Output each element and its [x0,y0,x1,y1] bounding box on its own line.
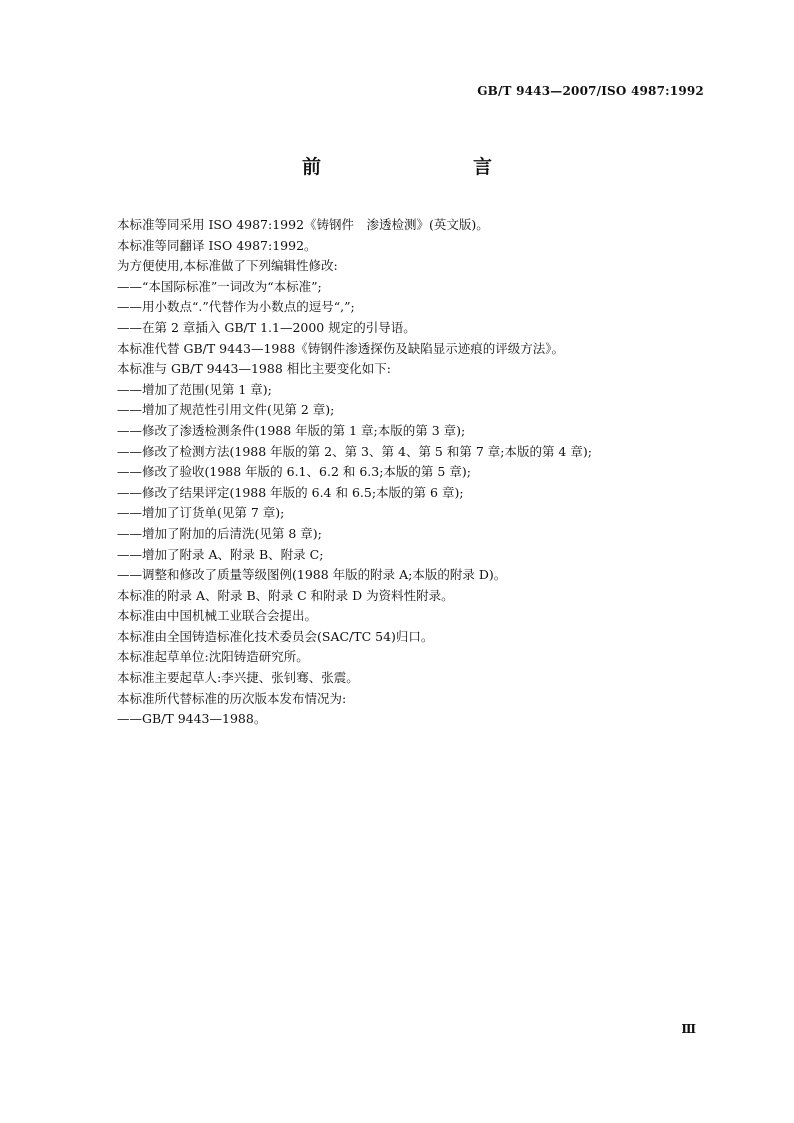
text-line: 本标准主要起草人:李兴捷、张钊骞、张震。 [117,670,359,686]
list-item: ——增加了附录 A、附录 B、附录 C; [117,546,324,562]
standard-code-header: GB/T 9443—2007/ISO 4987:1992 [477,84,704,98]
text-line: 本标准与 GB/T 9443—1988 相比主要变化如下: [117,361,391,377]
list-item: ——调整和修改了质量等级图例(1988 年版的附录 A;本版的附录 D)。 [117,567,507,583]
text-line: 本标准等同翻译 ISO 4987:1992。 [117,237,317,253]
list-item: ——修改了结果评定(1988 年版的 6.4 和 6.5;本版的第 6 章); [117,484,464,500]
list-item: ——增加了范围(见第 1 章); [117,381,272,397]
list-item: ——修改了渗透检测条件(1988 年版的第 1 章;本版的第 3 章); [117,422,466,438]
text-line: 本标准由中国机械工业联合会提出。 [117,608,318,624]
list-item: ——增加了规范性引用文件(见第 2 章); [117,402,335,418]
list-item: ——“本国际标准”一词改为“本标准”; [117,278,322,294]
list-item: ——增加了附加的后清洗(见第 8 章); [117,525,322,541]
list-item: ——修改了检测方法(1988 年版的第 2、第 3、第 4、第 5 和第 7 章;本版的第 4 章); [117,443,592,459]
text-line: 为方便使用,本标准做了下列编辑性修改: [117,258,338,274]
list-item: ——GB/T 9443—1988。 [117,711,267,727]
list-item: ——增加了订货单(见第 7 章); [117,505,285,521]
list-item: ——用小数点“.”代替作为小数点的逗号“,”; [117,299,355,315]
list-item: ——修改了验收(1988 年版的 6.1、6.2 和 6.3;本版的第 5 章); [117,464,471,480]
text-line: 本标准的附录 A、附录 B、附录 C 和附录 D 为资料性附录。 [117,587,454,603]
page-number: Ⅲ [681,1022,696,1036]
text-line: 本标准代替 GB/T 9443—1988《铸钢件渗透探伤及缺陷显示迹痕的评级方法》。 [117,340,565,356]
page-title: 前 言 [301,156,530,178]
text-line: 本标准等同采用 ISO 4987:1992《铸钢件 渗透检测》(英文版)。 [117,217,489,232]
text-line: 本标准所代替标准的历次版本发布情况为: [117,690,347,706]
foreword-body [117,215,717,730]
list-item: ——在第 2 章插入 GB/T 1.1—2000 规定的引导语。 [117,319,416,335]
text-line: 本标准起草单位:沈阳铸造研究所。 [117,649,309,665]
text-line: 本标准由全国铸造标准化技术委员会(SAC/TC 54)归口。 [117,628,434,644]
